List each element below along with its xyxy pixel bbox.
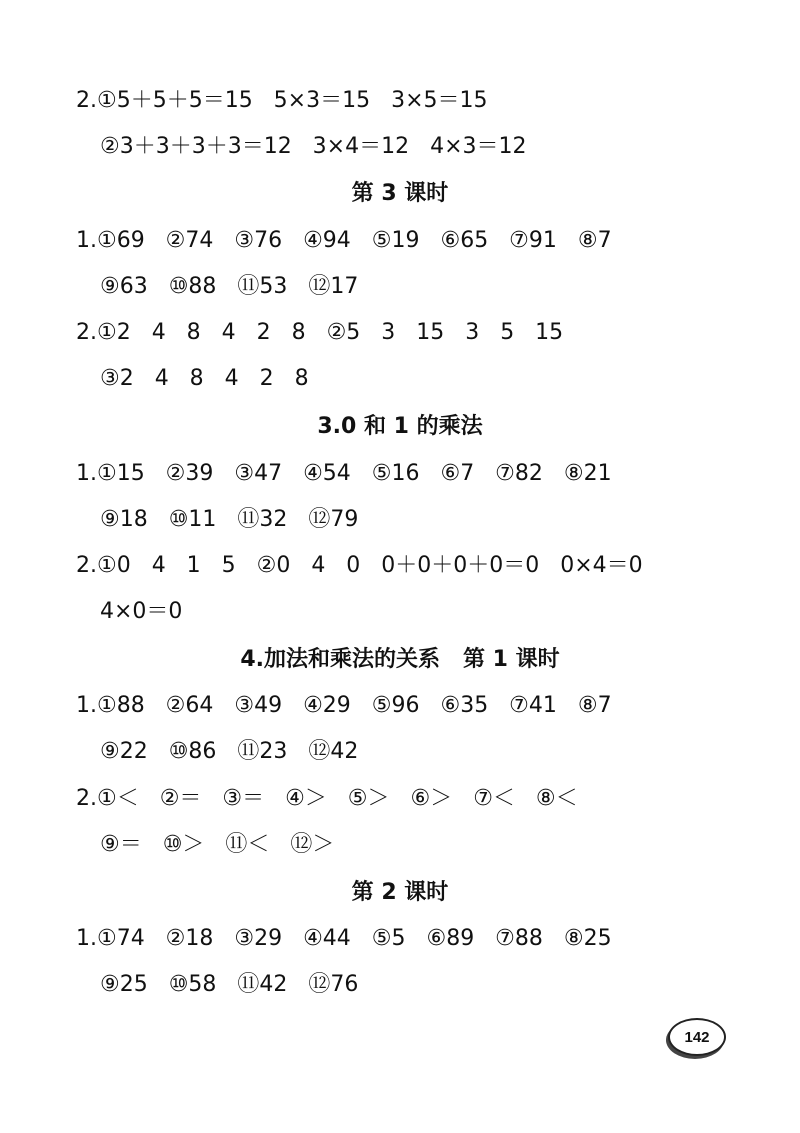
answer-line: ②3＋3＋3＋3＝12 3×4＝12 4×3＝12 bbox=[100, 134, 527, 159]
page-number-badge bbox=[668, 1018, 726, 1056]
answer-line: ⑨25 ⑩58 ⑪42 ⑫76 bbox=[100, 972, 359, 997]
answer-line: 1.①74 ②18 ③29 ④44 ⑤5 ⑥89 ⑦88 ⑧25 bbox=[76, 926, 612, 951]
answer-line: ⑨22 ⑩86 ⑪23 ⑫42 bbox=[100, 739, 359, 764]
answer-line: 1.①88 ②64 ③49 ④29 ⑤96 ⑥35 ⑦41 ⑧7 bbox=[76, 693, 612, 718]
answer-line: 2.①5＋5＋5＝15 5×3＝15 3×5＝15 bbox=[76, 88, 488, 113]
section-heading: 第 3 课时 bbox=[351, 181, 449, 206]
answer-line: 1.①15 ②39 ③47 ④54 ⑤16 ⑥7 ⑦82 ⑧21 bbox=[76, 461, 612, 486]
answer-line: ⑨＝ ⑩＞ ⑪＜ ⑫＞ bbox=[100, 832, 335, 857]
answer-line: 4×0＝0 bbox=[100, 599, 183, 624]
answer-line: ③2 4 8 4 2 8 bbox=[100, 366, 309, 391]
section-heading: 4.加法和乘法的关系 第 1 课时 bbox=[240, 647, 560, 672]
section-heading: 第 2 课时 bbox=[351, 880, 449, 905]
answer-line: 2.①2 4 8 4 2 8 ②5 3 15 3 5 15 bbox=[76, 320, 564, 345]
answer-line: 2.①0 4 1 5 ②0 4 0 0＋0＋0＋0＝0 0×4＝0 bbox=[76, 553, 643, 578]
answer-line: 1.①69 ②74 ③76 ④94 ⑤19 ⑥65 ⑦91 ⑧7 bbox=[76, 228, 612, 253]
page-number: 142 bbox=[684, 1028, 710, 1046]
answer-line: 2.①＜ ②＝ ③＝ ④＞ ⑤＞ ⑥＞ ⑦＜ ⑧＜ bbox=[76, 786, 578, 811]
answer-line: ⑨63 ⑩88 ⑪53 ⑫17 bbox=[100, 274, 359, 299]
section-heading: 3.0 和 1 的乘法 bbox=[317, 414, 483, 439]
answer-line: ⑨18 ⑩11 ⑪32 ⑫79 bbox=[100, 507, 359, 532]
